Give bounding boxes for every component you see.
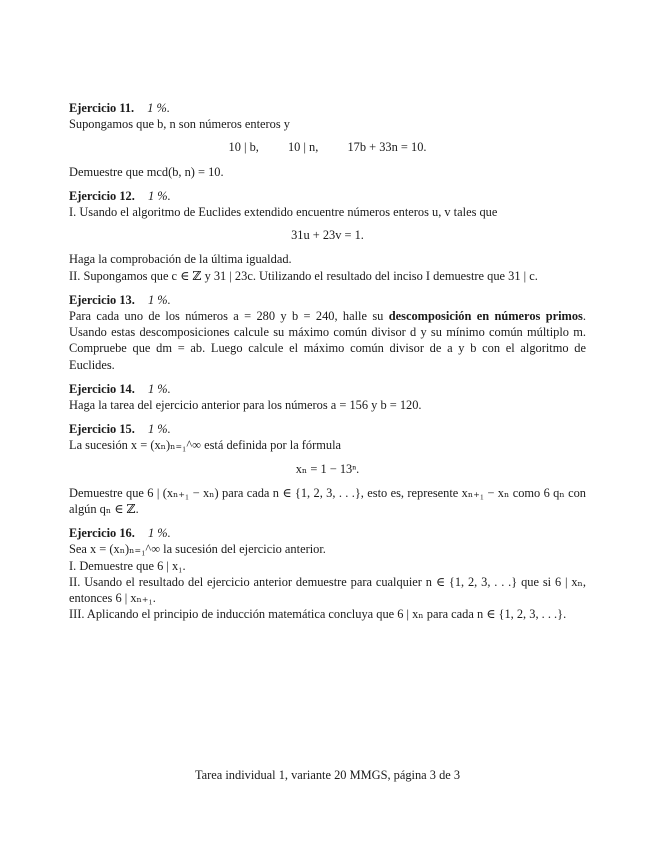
exercise-14	[69, 381, 586, 413]
exercise-line: I. Demuestre que 6 | x₁.	[69, 558, 186, 573]
exercise-intro: Supongamos que b, n son números enteros y	[69, 117, 290, 132]
exercise-header	[69, 292, 586, 308]
exercise-header	[69, 525, 586, 541]
exercise-weight: 1 %.	[147, 292, 171, 307]
exercise-line: Haga la comprobación de la última igualdad.	[69, 252, 292, 267]
formula-part: 10 | n,	[287, 140, 319, 155]
exercise-header	[69, 381, 586, 397]
exercise-title: Ejercicio 14.	[69, 381, 135, 396]
exercise-header	[69, 100, 586, 116]
bold-term: descomposición en números primos	[388, 309, 583, 324]
text-segment: Para cada uno de los números a = 280 y b = 240, halle su	[69, 309, 389, 324]
exercise-outro: Demuestre que mcd(b, n) = 10.	[69, 164, 224, 179]
exercise-title: Ejercicio 13.	[69, 292, 135, 307]
exercise-intro: I. Usando el algoritmo de Euclides extendido encuentre números enteros u, v tales que	[69, 205, 498, 220]
page-footer: Tarea individual 1, variante 20 MMGS, página 3 de 3	[194, 768, 461, 782]
exercise-13	[69, 292, 586, 373]
exercise-16	[69, 525, 586, 622]
exercise-header	[69, 421, 586, 437]
exercise-title: Ejercicio 11.	[69, 101, 135, 115]
exercise-weight: 1 %.	[147, 188, 171, 203]
exercise-line: III. Aplicando el principio de inducción matemática concluya que 6 | xₙ para cada n ∈ {1, 2, 3, . . .}.	[69, 607, 567, 622]
exercise-title: Ejercicio 12.	[69, 188, 135, 203]
exercise-line: Sea x = (xₙ)ₙ₌₁^∞ la sucesión del ejercicio anterior.	[69, 542, 326, 557]
document-body	[69, 100, 586, 630]
formula-part: 17b + 33n = 10.	[347, 140, 427, 155]
exercise-line: II. Usando el resultado del ejercicio anterior demuestre para cualquier n ∈ {1, 2, 3, . . .} que si 6 | xₙ, entonces 6 | xₙ₊₁.	[69, 574, 586, 606]
exercise-weight: 1 %.	[147, 381, 171, 396]
text-segment: . Usando estas descomposiciones calcule su máximo común divisor d y su mínimo común múltiplo m. Compruebe que dm = ab. Luego calcule el máximo común divisor de a y b con el algoritmo de Euclides.	[69, 309, 586, 372]
exercise-text	[69, 308, 586, 373]
exercise-header	[69, 188, 586, 204]
exercise-weight: 1 %.	[147, 422, 171, 437]
exercise-11	[69, 100, 586, 180]
exercise-text: Haga la tarea del ejercicio anterior para los números a = 156 y b = 120.	[69, 398, 422, 413]
exercise-title: Ejercicio 15.	[69, 422, 135, 437]
exercise-title: Ejercicio 16.	[69, 526, 135, 541]
formula-part: 10 | b,	[228, 140, 259, 155]
exercise-weight: 1 %.	[147, 101, 170, 115]
exercise-outro: Demuestre que 6 | (xₙ₊₁ − xₙ) para cada n ∈ {1, 2, 3, . . .}, esto es, represente xₙ₊₁ − xₙ como 6 qₙ con algún qₙ ∈ ℤ.	[69, 485, 586, 517]
exercise-line: II. Supongamos que c ∈ ℤ y 31 | 23c. Utilizando el resultado del inciso I demuestre que 31 | c.	[69, 268, 538, 283]
display-formula: xₙ = 1 − 13ⁿ.	[295, 461, 360, 476]
exercise-15	[69, 421, 586, 517]
exercise-weight: 1 %.	[147, 526, 171, 541]
display-formula	[69, 139, 586, 155]
exercise-intro: La sucesión x = (xₙ)ₙ₌₁^∞ está definida por la fórmula	[69, 438, 342, 453]
exercise-12	[69, 188, 586, 284]
display-formula: 31u + 23v = 1.	[291, 228, 364, 243]
